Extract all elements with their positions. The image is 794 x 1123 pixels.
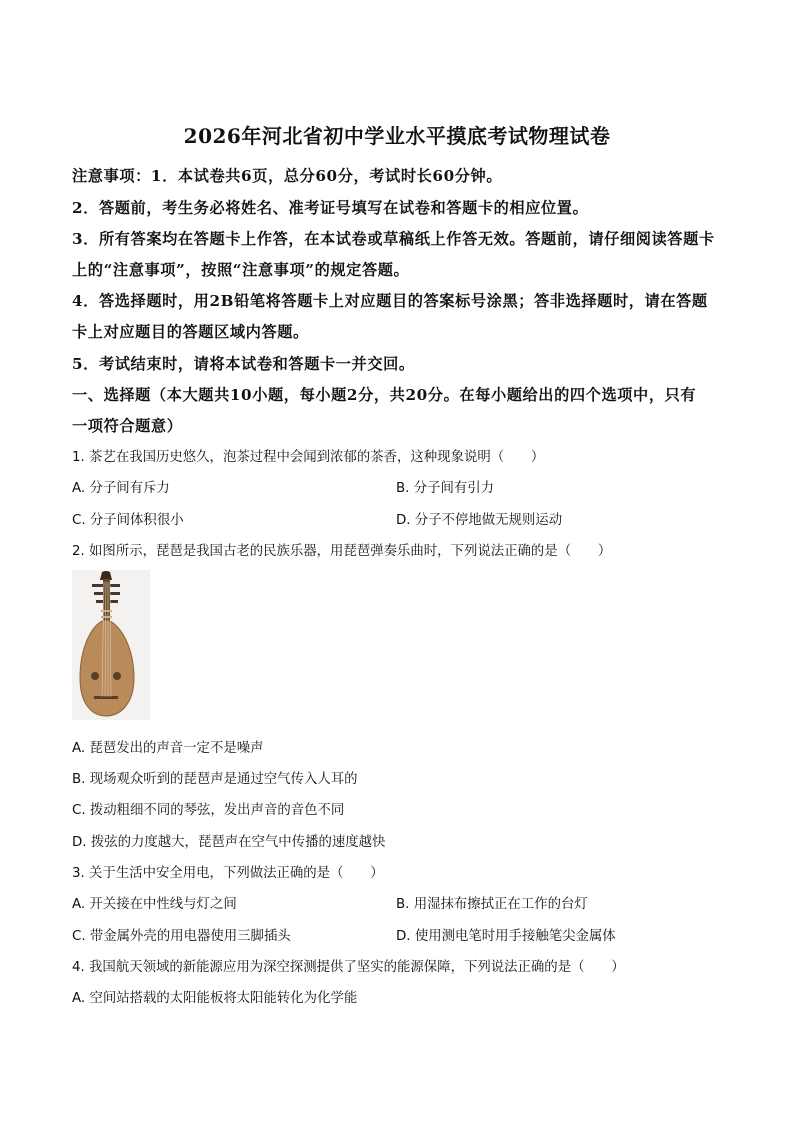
q2-option-c: C. 拨动粗细不同的琴弦，发出声音的音色不同 <box>72 803 345 818</box>
q4-stem: 4. 我国航天领域的新能源应用为深空探测提供了坚实的能源保障，下列说法正确的是（ ） <box>72 960 625 975</box>
q3-option-b: B. 用湿抹布擦拭正在工作的台灯 <box>396 897 588 912</box>
pipa-figure <box>72 570 150 720</box>
q1-stem: 1. 茶艺在我国历史悠久，泡茶过程中会闻到浓郁的茶香，这种现象说明（ ） <box>72 450 545 465</box>
q3-stem: 3. 关于生活中安全用电，下列做法正确的是（ ） <box>72 866 384 881</box>
q1-option-a: A. 分子间有斥力 <box>72 481 170 496</box>
q3-option-a: A. 开关接在中性线与灯之间 <box>72 897 237 912</box>
q1-option-c: C. 分子间体积很小 <box>72 513 184 528</box>
q4-option-a: A. 空间站搭载的太阳能板将太阳能转化为化学能 <box>72 991 358 1006</box>
note-line-3: 3．所有答案均在答题卡上作答，在本试卷或草稿纸上作答无效。答题前，请仔细阅读答题卡 <box>72 230 715 248</box>
page-title: 2026年河北省初中学业水平摸底考试物理试卷 <box>183 124 611 148</box>
note-line-7: 5．考试结束时，请将本试卷和答题卡一并交回。 <box>72 355 415 373</box>
q2-option-a: A. 琵琶发出的声音一定不是噪声 <box>72 741 264 756</box>
note-line-5: 4．答选择题时，用2B铅笔将答题卡上对应题目的答案标号涂黑；答非选择题时，请在答题 <box>72 292 708 310</box>
q3-option-c: C. 带金属外壳的用电器使用三脚插头 <box>72 929 291 944</box>
note-line-2: 2．答题前，考生务必将姓名、准考证号填写在试卷和答题卡的相应位置。 <box>72 199 589 217</box>
q1-option-b: B. 分子间有引力 <box>396 481 495 496</box>
q3-option-d: D. 使用测电笔时用手接触笔尖金属体 <box>396 929 616 944</box>
note-line-6: 卡上对应题目的答题区域内答题。 <box>72 323 309 341</box>
section-heading: 一、选择题（本大题共10小题，每小题2分，共20分。在每小题给出的四个选项中，只有 <box>72 386 697 404</box>
q2-stem: 2. 如图所示，琵琶是我国古老的民族乐器，用琵琶弹奏乐曲时，下列说法正确的是（ ） <box>72 544 612 559</box>
section-heading-cont: 一项符合题意） <box>72 417 183 435</box>
note-line-4: 上的“注意事项”，按照“注意事项”的规定答题。 <box>72 261 410 279</box>
q1-option-d: D. 分子不停地做无规则运动 <box>396 513 563 528</box>
note-line-1: 注意事项：1．本试卷共6页，总分60分，考试时长60分钟。 <box>72 167 503 185</box>
pipa-image <box>72 570 150 720</box>
q2-option-b: B. 现场观众听到的琵琶声是通过空气传入人耳的 <box>72 772 358 787</box>
q2-option-d: D. 拨弦的力度越大，琵琶声在空气中传播的速度越快 <box>72 835 386 850</box>
